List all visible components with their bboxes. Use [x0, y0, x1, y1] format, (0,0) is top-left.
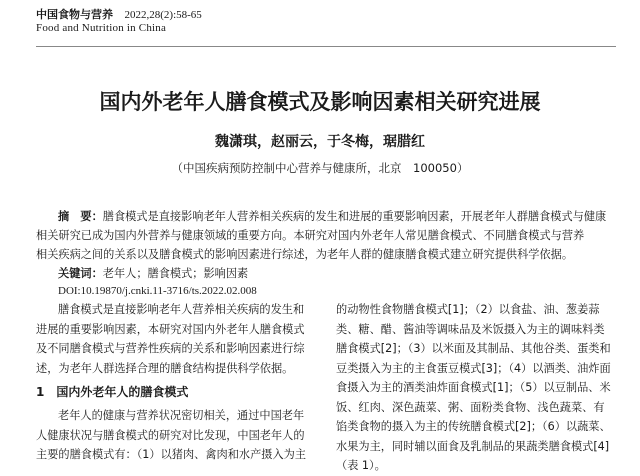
body-column-right: [336, 300, 618, 476]
body-line: 述，为老年人群选择合理的膳食结构提供科学依据。: [36, 361, 294, 375]
article-authors: 魏潇琪，赵丽云，于冬梅，琚腊红: [215, 134, 425, 150]
journal-name-cn: 中国食物与营养: [36, 8, 113, 21]
body-line: 膳食模式是直接影响老年人营养相关疾病的发生和: [58, 303, 305, 316]
header-rule: [36, 46, 616, 47]
body-line: 类、糖、醋、酱油等调味品及米饭摄入为主的调味料类: [336, 322, 605, 336]
abstract-line: 相关疾病之间的关系以及膳食模式的影响因素进行综述，为老年人群的健康膳食模式建立研究提供科学依据。: [36, 248, 574, 261]
abstract-line: 相关研究已成为国内外营养与健康领域的重要方向。本研究对国内外老年人常见膳食模式、不同膳食模式与营养: [36, 229, 585, 242]
body-line: 饭、红肉、深色蔬菜、粥、面粉类食物、浅色蔬菜、有: [336, 400, 605, 414]
abstract-line: 膳食模式是直接影响老年人营养相关疾病的发生和进展的重要影响因素，开展老年人群膳食模式与健康: [102, 210, 607, 223]
keywords: [58, 265, 618, 283]
abstract-label: 摘 要：: [58, 210, 103, 223]
body-line: 主要的膳食模式有：（1）以猪肉、禽肉和水产摄入为主: [36, 448, 307, 461]
doi: DOI:10.19870/j.cnki.11-3716/ts.2022.02.008: [58, 285, 257, 297]
body-line: 及不同膳食模式与营养性疾病的关系和影响因素进行综: [36, 342, 305, 355]
body-line: 老年人的健康与营养状况密切相关，通过中国老年: [58, 409, 305, 422]
body-line: 人健康状况与膳食模式的研究对比发现，中国老年人的: [36, 428, 305, 442]
body-line: 豆类摄入为主的主食蛋豆模式[3]；（4）以酒类、油炸面: [336, 361, 611, 375]
article-affiliation: （中国疾病预防控制中心营养与健康所，北京 100050）: [171, 161, 469, 175]
journal-issue: 2022,28(2):58-65: [124, 9, 202, 21]
article-title: 国内外老年人膳食模式及影响因素相关研究进展: [99, 90, 541, 114]
section-heading: 1 国内外老年人的膳食模式: [36, 385, 189, 399]
body-line: 进展的重要影响因素，本研究对国内外老年人膳食模式: [36, 322, 305, 336]
body-line: 的动物性食物膳食模式[1]；（2）以食盐、油、葱姜蒜: [336, 303, 600, 316]
body-line: 食摄入为主的酒类油炸面食模式[1]；（5）以豆制品、米: [336, 381, 611, 394]
keywords-label: 关键词：: [58, 267, 103, 280]
abstract: [36, 207, 620, 264]
body-column-left: [36, 300, 318, 465]
body-line: 馅类食物的摄入为主的传统膳食模式[2]；（6）以蔬菜、: [336, 420, 611, 433]
journal-name-en: Food and Nutrition in China: [36, 22, 167, 34]
body-line: 水果为主，同时辅以面食及乳制品的果蔬类膳食模式[4]: [336, 439, 610, 453]
keywords-text: 老年人；膳食模式；影响因素: [102, 267, 249, 280]
journal-header: [36, 8, 616, 35]
body-line: 膳食模式[2]；（3）以米面及其制品、其他谷类、蛋类和: [336, 342, 611, 355]
body-line: （表 1）。: [336, 459, 386, 472]
